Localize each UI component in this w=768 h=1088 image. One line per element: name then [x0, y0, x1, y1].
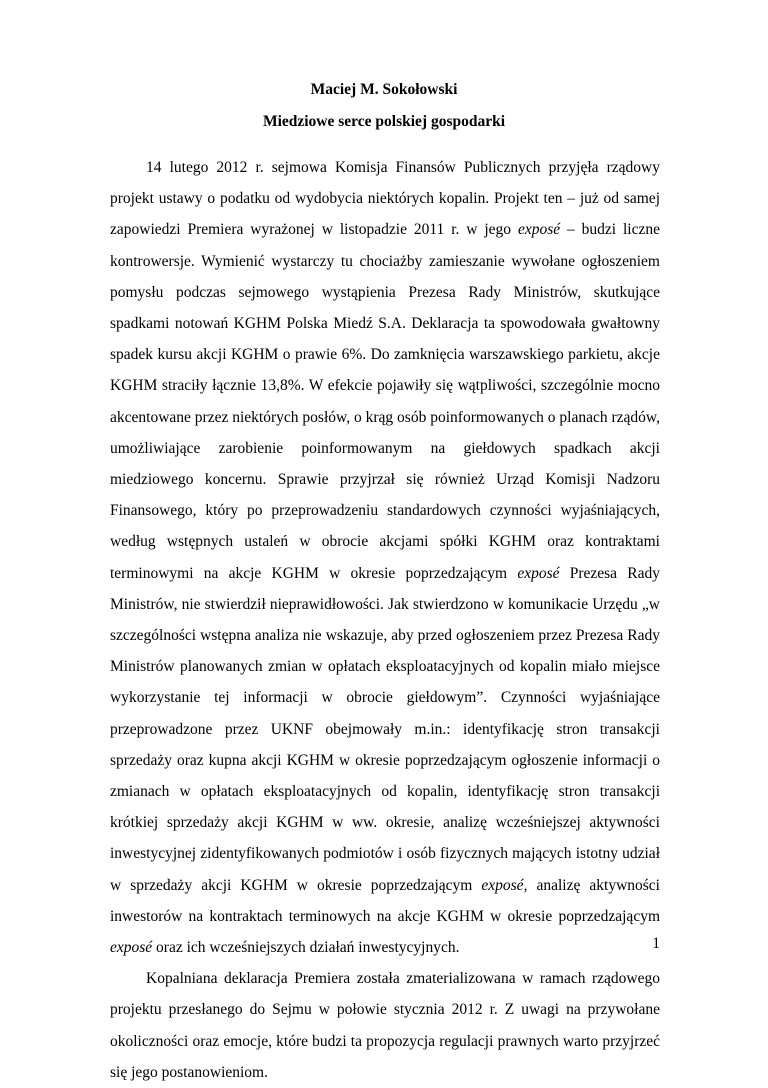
text-run: oraz ich wcześniejszych działań inwestycyjnych.: [152, 939, 460, 957]
italic-term: exposé: [110, 939, 153, 957]
document-title: Miedziowe serce polskiej gospodarki: [262, 113, 506, 130]
paragraph-2: [110, 963, 660, 1088]
text-run: , analizę aktywności inwestorów na kontraktach terminowych na akcje KGHM w okresie poprzedzającym: [110, 876, 660, 925]
text-run: Kopalniana deklaracja Premiera została zmaterializowana w ramach rządowego projektu przesłanego do Sejmu w połowie stycznia 2012 r. Z uwagi na przywołane okoliczności oraz emocje, które budzi ta propozycja regulacji prawnych warto przyjrzeć się jego postanowieniom.: [110, 970, 660, 1081]
italic-term: exposé: [481, 876, 524, 894]
page-number: 1: [652, 935, 660, 952]
author-name: Maciej M. Sokołowski: [310, 81, 458, 98]
italic-term: exposé: [517, 564, 560, 582]
text-run: 14 lutego 2012 r. sejmowa Komisja Finansów Publicznych przyjęła rządowy projekt ustawy o podatku od wydobycia niektórych kopalin. Projekt ten – już od samej zapowiedzi Premiera wyrażonej w listopadzie 2011 r. w jego: [110, 159, 660, 239]
text-run: Prezesa Rady Ministrów, nie stwierdził nieprawidłowości. Jak stwierdzono w komunikacie Urzędu „w szczególności wstępna analiza nie wskazuje, aby przed ogłoszeniem przez Prezesa Rady Ministrów planowanych zmian w opłatach eksploatacyjnych od kopalin miało miejsce wykorzystanie tej informacji w obrocie giełdowym”. Czynności wyjaśniające przeprowadzone przez UKNF obejmowały m.in.: identyfikację stron transakcji sprzedaży oraz kupna akcji KGHM w okresie poprzedzającym ogłoszenie informacji o zmianach w opłatach eksploatacyjnych od kopalin, identyfikację stron transakcji krótkiej sprzedaży akcji KGHM w ww. okresie, analizę wcześniejszej aktywności inwestycyjnej zidentyfikowanych podmiotów i osób fizycznych mających istotny udział w sprzedaży akcji KGHM w okresie poprzedzającym: [110, 564, 660, 894]
body-text: [110, 152, 660, 1088]
text-run: – budzi liczne kontrowersje. Wymienić wystarczy tu chociażby zamieszanie wywołane ogłoszeniem pomysłu podczas sejmowego wystąpienia Prezesa Rady Ministrów, skutkujące spadkami notowań KGHM Polska Miedź S.A. Deklaracja ta spowodowała gwałtowny spadek kursu akcji KGHM o prawie 6%. Do zamknięcia warszawskiego parkietu, akcje KGHM straciły łącznie 13,8%. W efekcie pojawiły się wątpliwości, szczególnie mocno akcentowane przez niektórych posłów, o krąg osób poinformowanych o planach rządów, umożliwiające zarobienie poinformowanym na giełdowych spadkach akcji miedziowego koncernu. Sprawie przyjrzał się również Urząd Komisji Nadzoru Finansowego, który po przeprowadzeniu standardowych czynności wyjaśniających, według wstępnych ustaleń w obrocie akcjami spółki KGHM oraz kontraktami terminowymi na akcje KGHM w okresie poprzedzającym: [110, 221, 660, 582]
italic-term: exposé: [517, 221, 561, 239]
paragraph-1: [110, 152, 660, 963]
